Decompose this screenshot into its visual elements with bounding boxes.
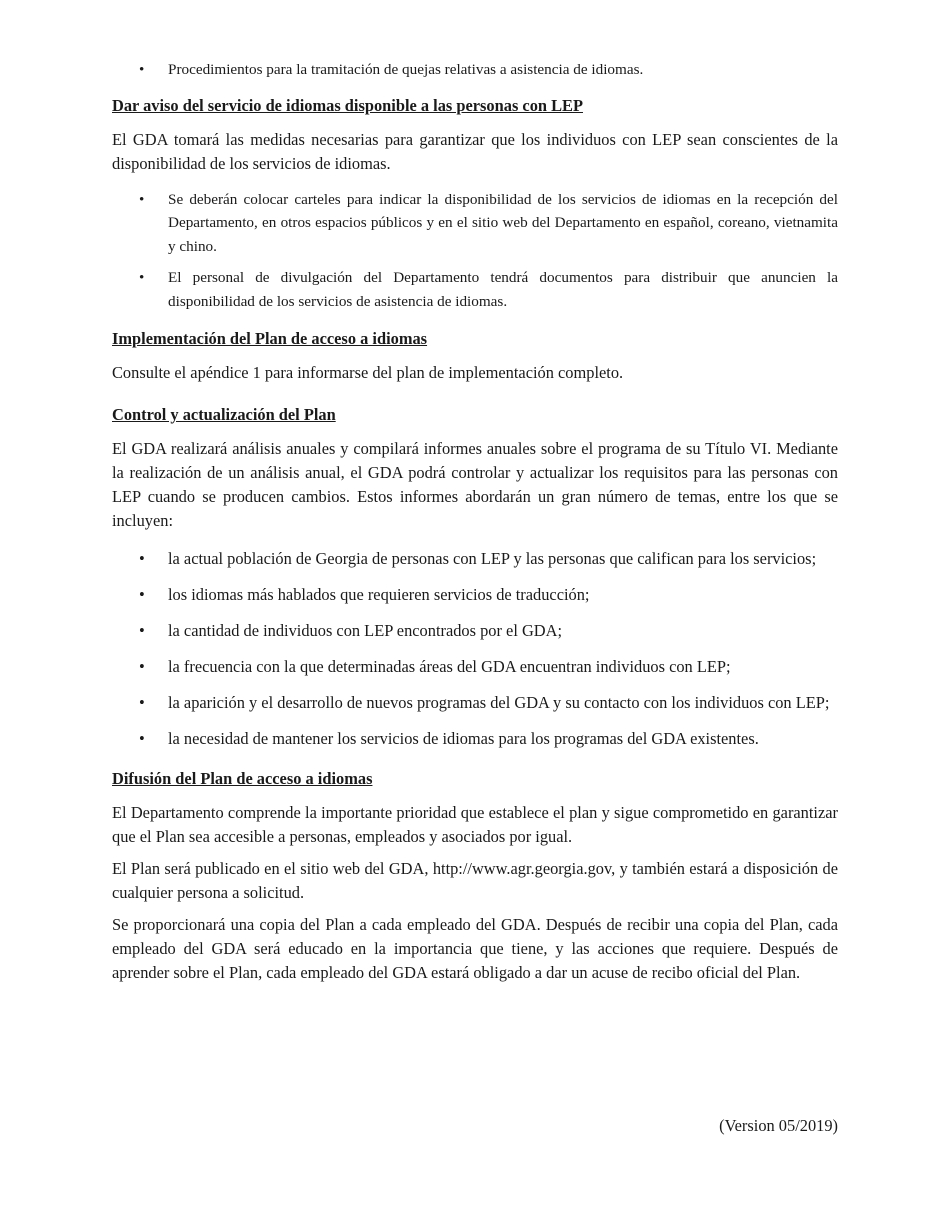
version-footer: (Version 05/2019) (719, 1116, 838, 1135)
document-page (112, 58, 838, 993)
list-item: • Se deberán colocar carteles para indicar la disponibilidad de los servicios de idiomas en la recepción del Departamento, en otros espacios públicos y en el sitio web del Departamento en español, coreano, vietnamita y chino. (112, 188, 838, 259)
section-heading-dissemination: Difusión del Plan de acceso a idiomas (112, 769, 373, 788)
list-item: • la aparición y el desarrollo de nuevos programas del GDA y su contacto con los individuos con LEP; (112, 691, 838, 715)
bullet-icon: • (139, 657, 145, 676)
list-item: • la actual población de Georgia de personas con LEP y las personas que califican para los servicios; (112, 547, 838, 571)
list-item: • la cantidad de individuos con LEP encontrados por el GDA; (112, 619, 838, 643)
paragraph: El GDA tomará las medidas necesarias para garantizar que los individuos con LEP sean conscientes de la disponibilidad de los servicios de idiomas. (112, 129, 838, 173)
list-item: • los idiomas más hablados que requieren servicios de traducción; (112, 583, 838, 607)
top-bullet-list (112, 58, 838, 82)
section-heading-implementation: Implementación del Plan de acceso a idiomas (112, 329, 428, 348)
paragraph: El Departamento comprende la importante prioridad que establece el plan y sigue comprometido en garantizar que el Plan sea accesible a personas, empleados y asociados por igual. (112, 803, 838, 846)
list-item: • Procedimientos para la tramitación de quejas relativas a asistencia de idiomas. (112, 58, 838, 82)
paragraph: Consulte el apéndice 1 para informarse del plan de implementación completo. (112, 363, 624, 382)
paragraph: Se proporcionará una copia del Plan a cada empleado del GDA. Después de recibir una copia del Plan, cada empleado del GDA será educado en la importancia que tiene, y las acciones que requiere. Después de aprender sobre el Plan, cada empleado del GDA estará obligado a dar un acuse de recibo oficial del Plan. (112, 915, 838, 982)
bullet-icon: • (139, 621, 145, 640)
bullet-list (112, 547, 838, 751)
bullet-icon: • (139, 61, 145, 78)
paragraph: El GDA realizará análisis anuales y compilará informes anuales sobre el programa de su Título VI. Mediante la realización de un análisis anual, el GDA podrá controlar y actualizar los requisitos para las personas con LEP cuando se producen cambios. Estos informes abordarán un gran número de temas, entre los que se incluyen: (112, 439, 838, 530)
section-heading-notice: Dar aviso del servicio de idiomas disponible a las personas con LEP (112, 95, 583, 115)
list-item: • la frecuencia con la que determinadas áreas del GDA encuentran individuos con LEP; (112, 655, 838, 679)
bullet-icon: • (139, 693, 145, 712)
list-item: • la necesidad de mantener los servicios de idiomas para los programas del GDA existentes. (112, 727, 838, 751)
section-heading-control: Control y actualización del Plan (112, 405, 336, 424)
paragraph: El Plan será publicado en el sitio web del GDA, http://www.agr.georgia.gov, y también estará a disposición de cualquier persona a solicitud. (112, 859, 838, 902)
bullet-list (112, 188, 838, 314)
bullet-icon: • (139, 585, 145, 604)
bullet-icon: • (139, 549, 145, 568)
bullet-icon: • (139, 190, 145, 208)
list-item: • El personal de divulgación del Departamento tendrá documentos para distribuir que anuncien la disponibilidad de los servicios de asistencia de idiomas. (112, 266, 838, 313)
bullet-icon: • (139, 729, 145, 748)
bullet-icon: • (139, 269, 145, 286)
